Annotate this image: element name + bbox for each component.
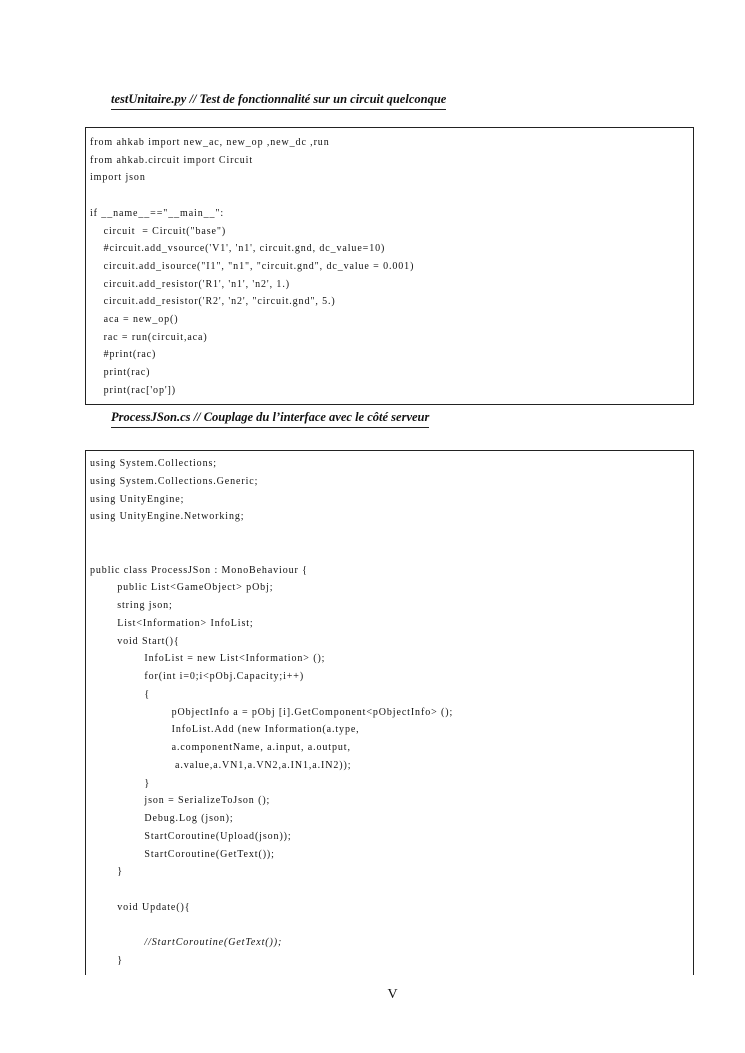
code-line: StartCoroutine(Upload(json)); — [90, 830, 292, 842]
code-line: public class ProcessJSon : MonoBehaviour { — [90, 564, 308, 576]
code-line: } — [90, 955, 123, 966]
section-heading-testunitaire: testUnitaire.py // Test de fonctionnalité sur un circuit quelconque — [111, 92, 446, 110]
code-line: void Update(){ — [90, 901, 191, 913]
code-line: using UnityEngine; — [90, 493, 185, 505]
code-line: json = SerializeToJson (); — [90, 795, 271, 807]
code-line: from ahkab.circuit import Circuit — [90, 154, 253, 166]
code-line: circuit = Circuit("base") — [90, 225, 227, 237]
code-line: from ahkab import new_ac, new_op ,new_dc ,run — [90, 137, 330, 148]
code-block-testunitaire — [85, 127, 694, 405]
code-line: using System.Collections; — [90, 458, 217, 469]
code-line: InfoList = new List<Information> (); — [90, 653, 326, 665]
code-line: rac = run(circuit,aca) — [90, 331, 208, 343]
page-number: V — [387, 987, 398, 1002]
code-line: #print(rac) — [90, 349, 157, 361]
code-block-processjson — [85, 450, 694, 975]
code-line: aca = new_op() — [90, 314, 179, 325]
code-line: Debug.Log (json); — [90, 813, 234, 824]
code-line: public List<GameObject> pObj; — [90, 582, 274, 594]
code-line: if __name__=="__main__": — [90, 207, 225, 219]
code-line: InfoList.Add (new Information(a.type, — [90, 724, 360, 736]
code-line: using System.Collections.Generic; — [90, 475, 259, 487]
code-line: a.componentName, a.input, a.output, — [90, 742, 351, 753]
section-heading-processjson: ProcessJSon.cs // Couplage du l’interface avec le côté serveur — [111, 410, 429, 428]
code-line: #circuit.add_vsource('V1', 'n1', circuit.gnd, dc_value=10) — [90, 243, 386, 255]
code-line: import json — [90, 172, 146, 184]
code-line: a.value,a.VN1,a.VN2,a.IN1,a.IN2)); — [90, 759, 352, 771]
code-line: using UnityEngine.Networking; — [90, 511, 245, 523]
code-line: pObjectInfo a = pObj [i].GetComponent<pObjectInfo> (); — [90, 706, 454, 718]
code-line: } — [90, 866, 123, 878]
code-line: string json; — [90, 600, 173, 611]
code-line: for(int i=0;i<pObj.Capacity;i++) — [90, 671, 305, 682]
code-line: //StartCoroutine(GetText()); — [90, 937, 283, 949]
code-line: List<Information> InfoList; — [90, 617, 254, 629]
code-line: print(rac['op']) — [90, 384, 177, 396]
code-line: circuit.add_resistor('R2', 'n2', "circuit.gnd", 5.) — [90, 296, 336, 308]
code-line: { — [90, 688, 151, 700]
code-line: void Start(){ — [90, 635, 180, 647]
code-line: circuit.add_resistor('R1', 'n1', 'n2', 1.) — [90, 278, 290, 290]
code-line: print(rac) — [90, 367, 151, 379]
code-line: circuit.add_isource("I1", "n1", "circuit.gnd", dc_value = 0.001) — [90, 260, 415, 272]
code-line: } — [90, 777, 151, 789]
code-line: StartCoroutine(GetText()); — [90, 848, 275, 860]
